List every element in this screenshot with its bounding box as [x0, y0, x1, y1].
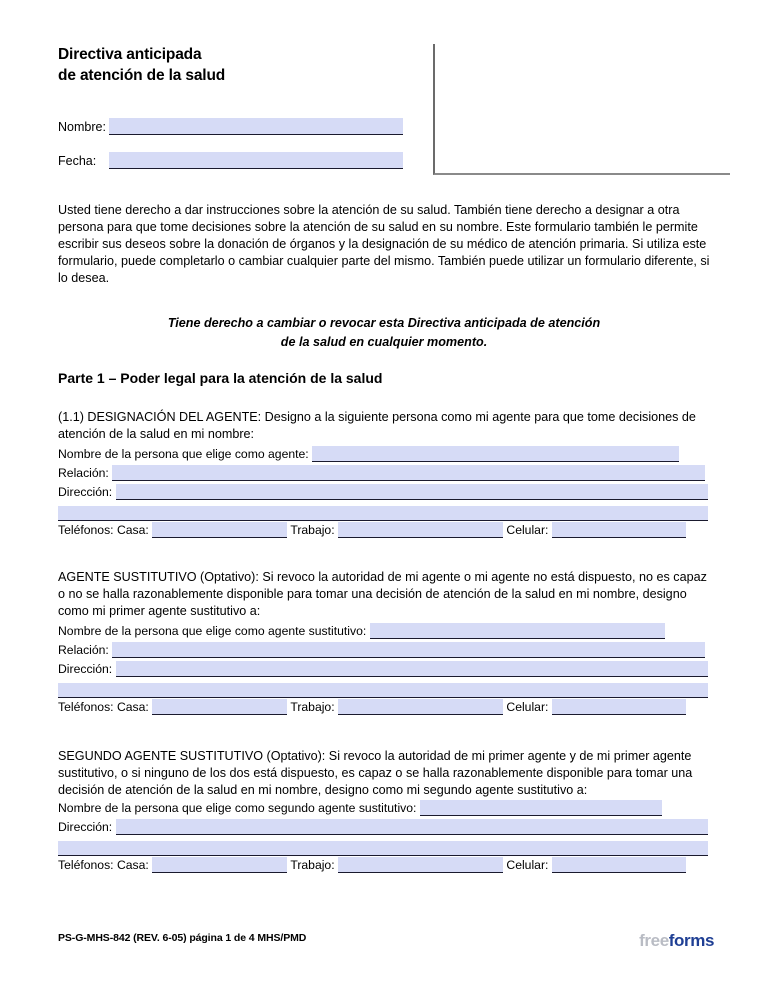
section-3-address-row-2	[58, 838, 708, 857]
section-1-name-input[interactable]	[312, 446, 679, 462]
section-2-phone-cell-label: Celular:	[506, 700, 549, 715]
section-3-intro: SEGUNDO AGENTE SUSTITUTIVO (Optativo): Si revoco la autoridad de mi primer agente y de mi primer agente sustitutivo, o si ninguno de los dos está dispuesto, es capaz o se halla razonablemente disponible para tomar una decisión de atención de la salud en mi nombre, designo como mi segundo agente sustitutivo a:	[58, 749, 693, 798]
section-1-relation-label: Relación:	[58, 466, 109, 481]
section-3-name-row	[58, 800, 708, 819]
section-3-name-input[interactable]	[420, 800, 662, 816]
section-2-relation-input[interactable]	[112, 642, 705, 658]
header-field-nombre-input[interactable]	[109, 118, 403, 135]
page-title-line-2: de atención de la salud	[58, 67, 226, 84]
header-field-nombre	[58, 118, 403, 135]
section-1-address-input-2[interactable]	[58, 506, 708, 521]
part-1-heading: Parte 1 – Poder legal para la atención de la salud	[58, 370, 383, 386]
section-second-alternate-agent	[58, 748, 708, 876]
section-2-intro: AGENTE SUSTITUTIVO (Optativo): Si revoco la autoridad de mi agente o mi agente no está dispuesto, no es capaz o no se halla razonablemente disponible para tomar una decisión de atención de la salud en mi nombre, designo como mi primer agente sustitutivo a:	[58, 570, 707, 619]
section-1-relation-input[interactable]	[112, 465, 705, 481]
section-3-address-input[interactable]	[116, 819, 708, 835]
revocation-notice	[58, 314, 710, 352]
freeforms-logo-free: free	[639, 931, 669, 950]
section-3-address-input-2[interactable]	[58, 841, 708, 856]
section-1-phones-row	[58, 522, 708, 541]
freeforms-logo	[639, 931, 714, 951]
section-3-phone-work-label: Trabajo:	[290, 858, 335, 873]
section-2-address-row	[58, 661, 708, 680]
section-1-phone-work-input[interactable]	[338, 522, 503, 538]
section-1-relation-row	[58, 465, 708, 484]
freeforms-logo-forms: forms	[668, 931, 714, 950]
header-field-fecha-input[interactable]	[109, 152, 403, 169]
section-2-phone-cell-input[interactable]	[552, 699, 686, 715]
section-1-address-row	[58, 484, 708, 503]
section-2-name-row	[58, 623, 708, 642]
section-1-phone-home-input[interactable]	[152, 522, 287, 538]
header-field-fecha	[58, 152, 403, 169]
section-3-phone-home-label: Teléfonos: Casa:	[58, 858, 149, 873]
header-field-nombre-label: Nombre:	[58, 120, 106, 134]
section-2-phone-home-input[interactable]	[152, 699, 287, 715]
section-1-address-label: Dirección:	[58, 485, 113, 500]
section-1-name-row	[58, 446, 708, 465]
section-2-phone-home-label: Teléfonos: Casa:	[58, 700, 149, 715]
section-3-address-row	[58, 819, 708, 838]
section-3-phone-work-input[interactable]	[338, 857, 503, 873]
page-title-line-1: Directiva anticipada	[58, 46, 202, 63]
footer-form-code: PS-G-MHS-842 (REV. 6-05) página 1 de 4 MHS/PMD	[58, 932, 307, 944]
section-1-phone-home-label: Teléfonos: Casa:	[58, 523, 149, 538]
section-2-name-input[interactable]	[370, 623, 665, 639]
section-3-phone-cell-input[interactable]	[552, 857, 686, 873]
section-2-phones-row	[58, 699, 708, 718]
section-2-relation-row	[58, 642, 708, 661]
page-title	[58, 44, 225, 86]
section-1-phone-cell-input[interactable]	[552, 522, 686, 538]
section-alternate-agent	[58, 569, 708, 718]
section-1-address-row-2	[58, 503, 708, 522]
section-1-phone-work-label: Trabajo:	[290, 523, 335, 538]
section-2-relation-label: Relación:	[58, 643, 109, 658]
section-2-address-input-2[interactable]	[58, 683, 708, 698]
revocation-notice-line-1: Tiene derecho a cambiar o revocar esta Directiva anticipada de atención	[167, 316, 601, 330]
section-1-address-input[interactable]	[116, 484, 708, 500]
section-2-address-label: Dirección:	[58, 662, 113, 677]
section-1-intro: (1.1) DESIGNACIÓN DEL AGENTE: Designo a la siguiente persona como mi agente para que tome decisiones de atención de la salud en mi nombre:	[58, 410, 696, 442]
section-2-phone-work-label: Trabajo:	[290, 700, 335, 715]
header-signature-box	[433, 44, 730, 175]
section-3-address-label: Dirección:	[58, 820, 113, 835]
section-agent-designation	[58, 409, 708, 541]
section-1-name-label: Nombre de la persona que elige como agente:	[58, 447, 309, 462]
section-1-phone-cell-label: Celular:	[506, 523, 549, 538]
revocation-notice-line-2: de la salud en cualquier momento.	[280, 335, 488, 349]
section-2-phone-work-input[interactable]	[338, 699, 503, 715]
header-field-fecha-label: Fecha:	[58, 154, 97, 168]
section-2-address-input[interactable]	[116, 661, 708, 677]
section-3-name-label: Nombre de la persona que elige como segundo agente sustitutivo:	[58, 801, 417, 816]
section-3-phone-cell-label: Celular:	[506, 858, 549, 873]
section-2-name-label: Nombre de la persona que elige como agente sustitutivo:	[58, 624, 367, 639]
section-3-phone-home-input[interactable]	[152, 857, 287, 873]
section-3-phones-row	[58, 857, 708, 876]
section-2-address-row-2	[58, 680, 708, 699]
intro-paragraph: Usted tiene derecho a dar instrucciones sobre la atención de su salud. También tiene derecho a designar a otra persona para que tome decisiones sobre la atención de su salud en su nombre. Este formulario también le permite escribir sus deseos sobre la donación de órganos y la designación de su médico de atención primaria. Si utiliza este formulario, puede completarlo o cambiar cualquier parte del mismo. También puede utilizar un formulario diferente, si lo desea.	[58, 203, 710, 286]
